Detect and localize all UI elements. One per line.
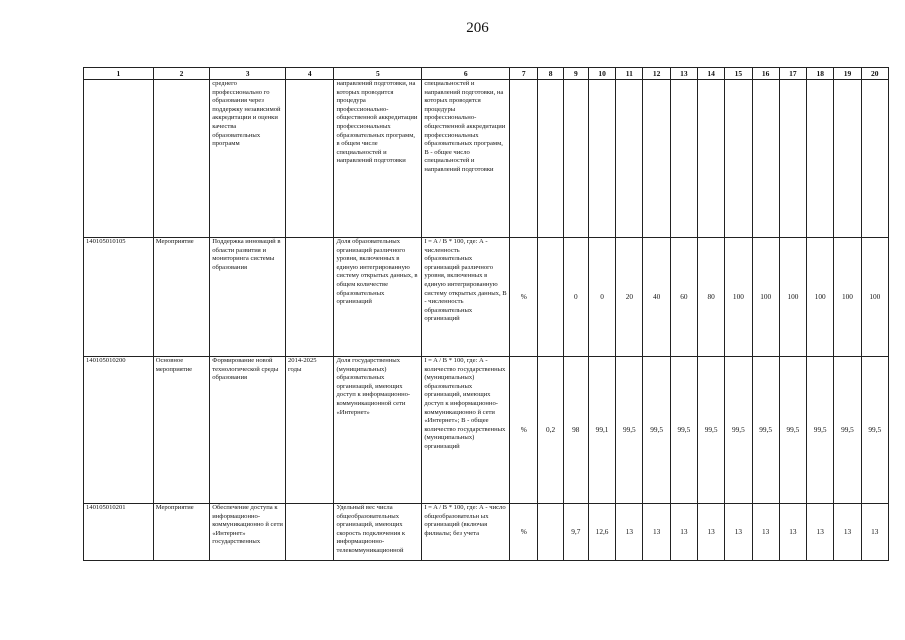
- page-number: 206: [466, 20, 489, 36]
- value-cell: [538, 504, 563, 561]
- value-cell: 12,6: [588, 504, 615, 561]
- header-cell: 12: [643, 68, 670, 80]
- value-cell: [725, 80, 752, 238]
- header-cell: 8: [538, 68, 563, 80]
- value-cell: [834, 80, 861, 238]
- value-cell: 13: [670, 504, 697, 561]
- value-cell: [779, 80, 806, 238]
- value-cell: 99,5: [752, 357, 779, 504]
- header-cell: 10: [588, 68, 615, 80]
- value-cell: 0: [588, 238, 615, 357]
- value-cell: 9,7: [563, 504, 588, 561]
- table-row: [84, 357, 889, 504]
- unit-cell: [510, 80, 538, 238]
- value-cell: 0: [563, 238, 588, 357]
- value-cell: 100: [807, 238, 834, 357]
- header-cell: 19: [834, 68, 861, 80]
- indicator-cell: направлений подготовки, на которых проводится процедура профессионально-общественной аккредитации профессиональных образовательных программ, в общем числе специальностей и направлений подготовки: [334, 80, 422, 238]
- value-cell: [588, 80, 615, 238]
- header-cell: 2: [153, 68, 210, 80]
- header-cell: 18: [807, 68, 834, 80]
- table-row: [84, 80, 889, 238]
- value-cell: 99,5: [670, 357, 697, 504]
- program-table: [83, 67, 889, 561]
- indicator-cell: Удельный вес числа общеобразовательных организаций, имеющих скорость подключения к информационно-телекоммуникационной: [334, 504, 422, 561]
- formula-cell: специальностей и направлений подготовки, на которых проводятся процедуры профессионально-общественной аккредитации профессиональных образовательных программ, В - общее число специальностей и направлений подготовки: [422, 80, 510, 238]
- value-cell: 60: [670, 238, 697, 357]
- value-cell: 99,5: [779, 357, 806, 504]
- value-cell: 99,5: [725, 357, 752, 504]
- value-cell: 13: [752, 504, 779, 561]
- value-cell: [538, 80, 563, 238]
- header-cell: 5: [334, 68, 422, 80]
- value-cell: 100: [861, 238, 888, 357]
- header-cell: 4: [285, 68, 333, 80]
- indicator-cell: Доля образовательных организаций различного уровня, включенных в единую интегрированную систему открытых данных, в общем количестве образовательных организаций: [334, 238, 422, 357]
- value-cell: 0,2: [538, 357, 563, 504]
- value-cell: 13: [616, 504, 643, 561]
- table-row: [84, 504, 889, 561]
- value-cell: 80: [698, 238, 725, 357]
- value-cell: 13: [643, 504, 670, 561]
- value-cell: 99,5: [643, 357, 670, 504]
- code-cell: 140105010105: [84, 238, 154, 357]
- value-cell: [538, 238, 563, 357]
- value-cell: [563, 80, 588, 238]
- header-cell: 3: [210, 68, 286, 80]
- value-cell: 99,5: [616, 357, 643, 504]
- value-cell: 99,5: [834, 357, 861, 504]
- name-cell: среднего профессионально го образования через поддержку независимой аккредитации и оценки качества образовательных программ: [210, 80, 286, 238]
- header-cell: 9: [563, 68, 588, 80]
- code-cell: [84, 80, 154, 238]
- value-cell: 99,5: [807, 357, 834, 504]
- header-row: [84, 68, 889, 80]
- header-cell: 6: [422, 68, 510, 80]
- code-cell: 140105010201: [84, 504, 154, 561]
- type-cell: Мероприятие: [153, 238, 210, 357]
- table-row: [84, 238, 889, 357]
- period-cell: [285, 80, 333, 238]
- value-cell: 98: [563, 357, 588, 504]
- value-cell: 13: [834, 504, 861, 561]
- period-cell: 2014-2025 годы: [285, 357, 333, 504]
- formula-cell: I = A / B * 100, где: А - число общеобразовательн ых организаций (включая филиалы; без учета: [422, 504, 510, 561]
- unit-cell: %: [510, 357, 538, 504]
- value-cell: 100: [779, 238, 806, 357]
- value-cell: 13: [807, 504, 834, 561]
- value-cell: 99,5: [861, 357, 888, 504]
- header-cell: 20: [861, 68, 888, 80]
- value-cell: [643, 80, 670, 238]
- value-cell: [861, 80, 888, 238]
- value-cell: [752, 80, 779, 238]
- formula-cell: I = A / B * 100, где: А - количество государственных (муниципальных) образовательных организаций, имеющих доступ к информационно-коммуникационно й сети «Интернет»; В - общее количество государственных (муниципальных) организаций: [422, 357, 510, 504]
- period-cell: [285, 504, 333, 561]
- value-cell: 100: [752, 238, 779, 357]
- type-cell: [153, 80, 210, 238]
- value-cell: [807, 80, 834, 238]
- name-cell: Обеспечение доступа к информационно-коммуникационно й сети «Интернет» государственных: [210, 504, 286, 561]
- unit-cell: %: [510, 504, 538, 561]
- value-cell: 13: [698, 504, 725, 561]
- value-cell: 99,1: [588, 357, 615, 504]
- header-cell: 14: [698, 68, 725, 80]
- name-cell: Поддержка инноваций в области развития и мониторинга системы образования: [210, 238, 286, 357]
- value-cell: 13: [779, 504, 806, 561]
- header-cell: 1: [84, 68, 154, 80]
- value-cell: 20: [616, 238, 643, 357]
- value-cell: 100: [834, 238, 861, 357]
- type-cell: Основное мероприятие: [153, 357, 210, 504]
- header-cell: 16: [752, 68, 779, 80]
- header-cell: 7: [510, 68, 538, 80]
- header-cell: 15: [725, 68, 752, 80]
- value-cell: [670, 80, 697, 238]
- header-cell: 13: [670, 68, 697, 80]
- value-cell: [698, 80, 725, 238]
- header-cell: 11: [616, 68, 643, 80]
- value-cell: 13: [861, 504, 888, 561]
- value-cell: 13: [725, 504, 752, 561]
- header-cell: 17: [779, 68, 806, 80]
- formula-cell: I = A / B * 100, где: А - численность образовательных организаций различного уровня, включенных в единую интегрированную систему открытых данных, В - численность образовательных организаций: [422, 238, 510, 357]
- unit-cell: %: [510, 238, 538, 357]
- value-cell: 99,5: [698, 357, 725, 504]
- name-cell: Формирование новой технологической среды образования: [210, 357, 286, 504]
- type-cell: Мероприятие: [153, 504, 210, 561]
- code-cell: 140105010200: [84, 357, 154, 504]
- period-cell: [285, 238, 333, 357]
- value-cell: [616, 80, 643, 238]
- value-cell: 40: [643, 238, 670, 357]
- value-cell: 100: [725, 238, 752, 357]
- indicator-cell: Доля государственных (муниципальных) образовательных организаций, имеющих доступ к информационно-коммуникационной сети «Интернет»: [334, 357, 422, 504]
